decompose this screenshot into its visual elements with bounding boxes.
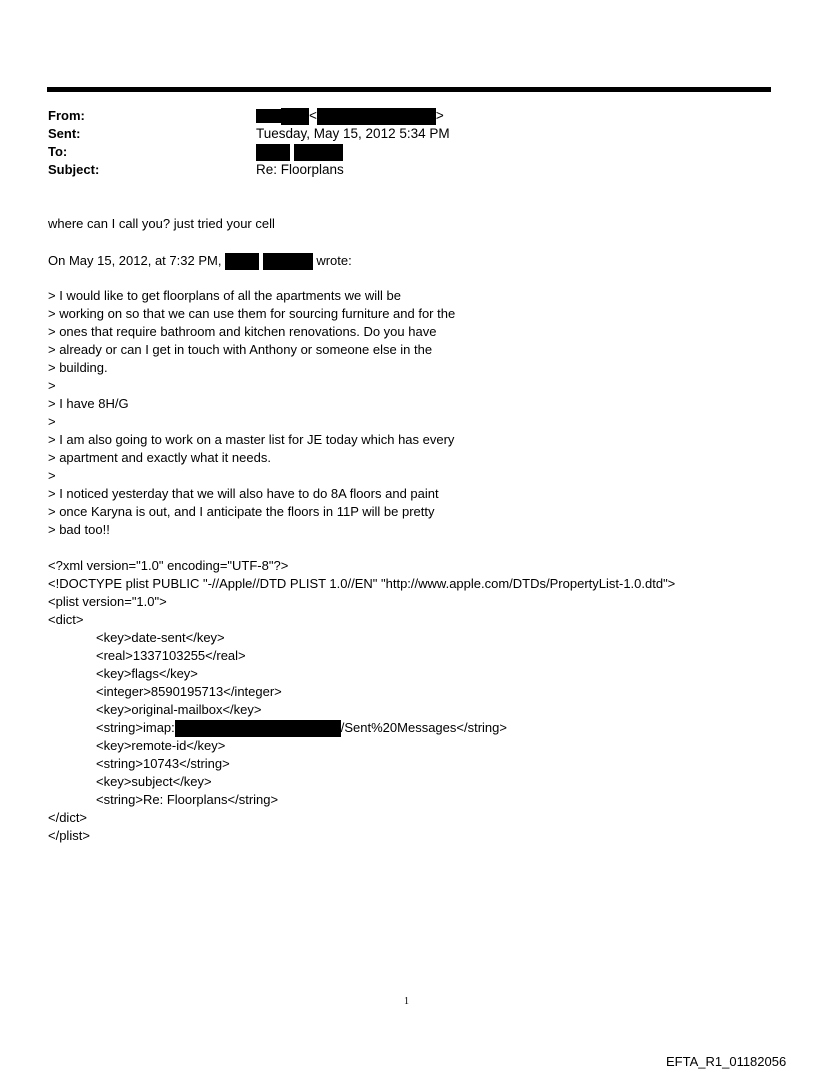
quoted-line: > I noticed yesterday that we will also have to do 8A floors and paint	[48, 486, 439, 501]
attribution-line	[48, 252, 352, 270]
plist-key-date-sent: <key>date-sent</key>	[96, 630, 225, 645]
quoted-line: > building.	[48, 360, 108, 375]
plist-close-tag: </plist>	[48, 828, 90, 843]
quoted-line: >	[48, 378, 56, 393]
redaction-block	[256, 109, 281, 123]
quoted-line: >	[48, 414, 56, 429]
quoted-line: > once Karyna is out, and I anticipate the floors in 11P will be pretty	[48, 504, 435, 519]
quoted-line: > I am also going to work on a master list for JE today which has every	[48, 432, 455, 447]
plist-key-subject: <key>subject</key>	[96, 774, 212, 789]
plist-key-original-mailbox: <key>original-mailbox</key>	[96, 702, 262, 717]
plist-open-tag: <plist version="1.0">	[48, 594, 167, 609]
quoted-line: > I would like to get floorplans of all the apartments we will be	[48, 288, 401, 303]
quoted-line: > I have 8H/G	[48, 396, 129, 411]
to-value	[256, 143, 343, 161]
redaction-block	[317, 108, 436, 125]
redaction-block	[175, 720, 341, 737]
plist-mailbox-string	[96, 719, 507, 737]
from-label: From:	[48, 108, 85, 123]
from-close-bracket: >	[435, 108, 444, 123]
dict-open-tag: <dict>	[48, 612, 84, 627]
dict-close-tag: </dict>	[48, 810, 88, 825]
plist-key-remote-id: <key>remote-id</key>	[96, 738, 226, 753]
attribution-prefix: On May 15, 2012, at 7:32 PM,	[48, 253, 222, 268]
sent-label: Sent:	[48, 126, 81, 141]
quoted-line: > ones that require bathroom and kitchen renovations. Do you have	[48, 324, 437, 339]
subject-label: Subject:	[48, 162, 100, 177]
redaction-block	[256, 144, 290, 161]
quoted-line: > bad too!!	[48, 522, 110, 537]
plist-doctype: <!DOCTYPE plist PUBLIC "-//Apple//DTD PLIST 1.0//EN" "http://www.apple.com/DTDs/PropertyList-1.0.dtd">	[48, 576, 676, 591]
from-value	[256, 107, 444, 125]
reply-text: where can I call you? just tried your cell	[48, 216, 275, 231]
quoted-line: > working on so that we can use them for sourcing furniture and for the	[48, 306, 456, 321]
redaction-block	[294, 144, 343, 161]
header-rule	[47, 87, 771, 92]
plist-key-flags: <key>flags</key>	[96, 666, 198, 681]
plist-integer-value: <integer>8590195713</integer>	[96, 684, 282, 699]
redaction-block	[263, 253, 313, 270]
redaction-block	[281, 108, 309, 125]
quoted-line: > already or can I get in touch with Anthony or someone else in the	[48, 342, 433, 357]
subject-value: Re: Floorplans	[256, 162, 344, 177]
document-id: EFTA_R1_01182056	[666, 1054, 787, 1069]
quoted-line: > apartment and exactly what it needs.	[48, 450, 271, 465]
plist-remote-id-value: <string>10743</string>	[96, 756, 230, 771]
attribution-suffix: wrote:	[316, 253, 352, 268]
mailbox-prefix: <string>imap:	[96, 720, 175, 735]
mailbox-suffix: /Sent%20Messages</string>	[340, 720, 507, 735]
page-number: 1	[404, 996, 409, 1007]
plist-subject-value: <string>Re: Floorplans</string>	[96, 792, 279, 807]
plist-real-value: <real>1337103255</real>	[96, 648, 246, 663]
to-label: To:	[48, 144, 68, 159]
quoted-line: >	[48, 468, 56, 483]
from-open-bracket: <	[309, 108, 317, 123]
sent-value: Tuesday, May 15, 2012 5:34 PM	[256, 126, 450, 141]
plist-xml-declaration: <?xml version="1.0" encoding="UTF-8"?>	[48, 558, 289, 573]
redaction-block	[225, 253, 259, 270]
